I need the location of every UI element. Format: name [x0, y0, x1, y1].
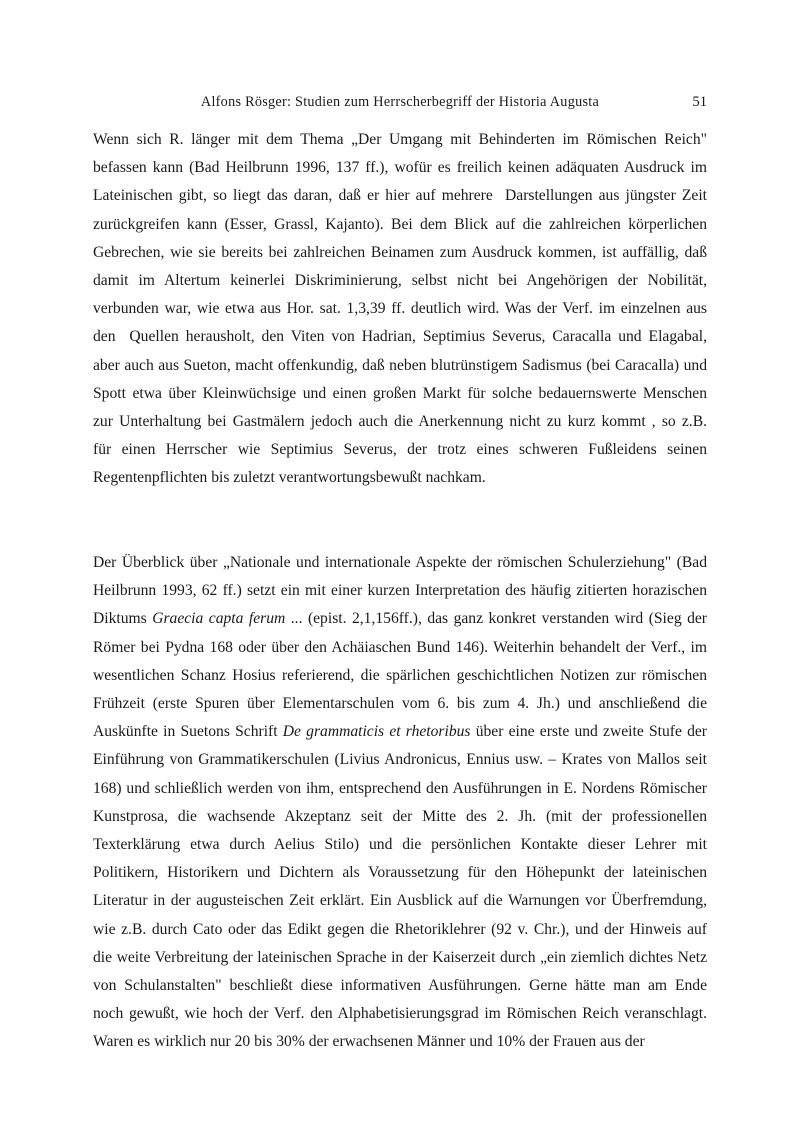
text-line: verbunden war, wie etwa aus Hor. sat. 1,3,39 ff. deutlich wird. Was der Verf. im einzelnen aus [93, 300, 707, 318]
text-line: zurückgreifen kann (Esser, Grassl, Kajanto). Bei dem Blick auf die zahlreichen körperlichen [93, 215, 707, 233]
text-line: Einführung von Grammatikerschulen (Livius Andronicus, Ennius usw. – Krates von Mallos seit [93, 751, 707, 769]
body-text [93, 126, 707, 1085]
text-line: Regentenpflichten bis zuletzt verantwortungsbewußt nachkam. [93, 469, 486, 487]
text-line: wie z.B. durch Cato oder das Edikt gegen die Rhetoriklehrer (92 v. Chr.), und der Hinweis auf [93, 920, 707, 938]
text-line: Heilbrunn 1993, 62 ff.) setzt ein mit einer kurzen Interpretation des häufig zitierten horazischen [93, 582, 707, 600]
text-line: zur Unterhaltung bei Gastmälern jedoch auch die Anerkennung nicht zu kurz kommt , so z.B. [93, 413, 707, 431]
text-line: Gebrechen, wie sie bereits bei zahlreichen Beinamen zum Ausdruck kommen, ist auffällig, daß [93, 243, 707, 261]
page-number: 51 [692, 94, 707, 110]
text-line: Waren es wirklich nur 20 bis 30% der erwachsenen Männer und 10% der Frauen aus der [93, 1033, 645, 1051]
text-line: Römer bei Pydna 168 oder über den Achäiaschen Bund 146). Weiterhin behandelt der Verf., im [93, 638, 707, 656]
text-line: damit im Altertum keinerlei Diskriminierung, selbst nicht bei Angehörigen der Nobilität, [93, 272, 707, 290]
italic-title: Graecia capta ferum [152, 610, 286, 628]
text-line: Wenn sich R. länger mit dem Thema „Der Umgang mit Behinderten im Römischen Reich" [93, 131, 707, 148]
text-line: Auskünfte in Suetons Schrift De grammaticis et rhetoribus über eine erste und zweite Stufe der [93, 723, 707, 741]
text-line: noch gewußt, wie hoch der Verf. den Alphabetisierungsgrad im Römischen Reich veranschlagt. [93, 1005, 707, 1023]
running-head [93, 92, 707, 114]
text-line: Der Überblick über „Nationale und internationale Aspekte der römischen Schulerziehung" (Bad [93, 554, 707, 572]
text-line: den Quellen herausholt, den Viten von Hadrian, Septimius Severus, Caracalla und Elagabal, [93, 328, 707, 346]
text-line: Spott etwa über Kleinwüchsige und einen großen Markt für solche bedauernswerte Menschen [93, 384, 707, 402]
text-line: Diktums Graecia capta ferum ... (epist. 2,1,156ff.), das ganz konkret verstanden wird (Sieg der [93, 610, 707, 628]
text-line: von Schulanstalten" beschließt diese informativen Ausführungen. Gerne hätte man am Ende [93, 977, 707, 995]
paragraph-1 [93, 126, 707, 521]
text-line: Literatur in der augusteischen Zeit erklärt. Ein Ausblick auf die Warnungen vor Überfremdung, [93, 892, 707, 910]
text-line: Kunstprosa, die wachsende Akzeptanz seit der Mitte des 2. Jh. (mit der professionellen [93, 807, 707, 825]
text-line: für einen Herrscher wie Septimius Severus, der trotz eines schweren Fußleidens seinen [93, 441, 707, 459]
text-line: befassen kann (Bad Heilbrunn 1996, 137 ff.), wofür es freilich keinen adäquaten Ausdruck im [93, 159, 707, 177]
running-head-title: Alfons Rösger: Studien zum Herrscherbegriff der Historia Augusta [200, 94, 600, 110]
text-line: 168) und schließlich werden von ihm, entsprechend den Ausführungen in E. Nordens Römischer [93, 779, 707, 797]
text-line: Lateinischen gibt, so liegt das daran, daß er hier auf mehrere Darstellungen aus jüngster Zeit [93, 187, 707, 205]
italic-title: De grammaticis et rhetoribus [282, 723, 471, 741]
paragraph-2 [93, 549, 707, 1085]
text-line: wesentlichen Schanz Hosius referierend, die spärlichen geschichtlichen Notizen zur römischen [93, 666, 707, 684]
text-line: Politikern, Historikern und Dichtern als Voraussetzung für den Höhepunkt der lateinischen [93, 864, 707, 882]
text-line: die weite Verbreitung der lateinischen Sprache in der Kaiserzeit durch „ein ziemlich dichtes Netz [93, 948, 707, 966]
text-line: Texterklärung etwa durch Aelius Stilo) und die persönlichen Kontakte dieser Lehrer mit [93, 836, 707, 854]
text-line: aber auch aus Sueton, macht offenkundig, daß neben blutrünstigem Sadismus (bei Caracalla) und [93, 356, 707, 374]
text-line: Frühzeit (erste Spuren über Elementarschulen vom 6. bis zum 4. Jh.) und anschließend die [93, 695, 707, 713]
